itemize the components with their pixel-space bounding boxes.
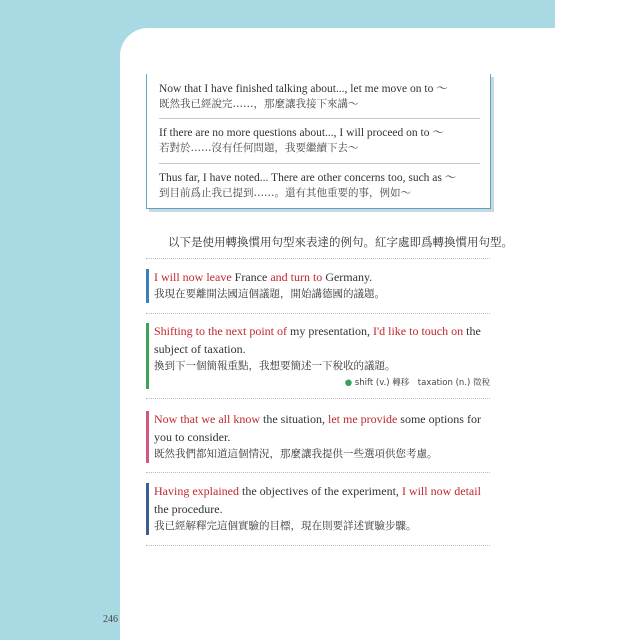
example-sentence <box>146 322 490 388</box>
sentence-text: the situation, <box>259 412 328 426</box>
example-en <box>154 482 490 518</box>
example-zh: 我已經解釋完這個實驗的目標，現在則要詳述實驗步驟。 <box>154 520 417 532</box>
example-en <box>154 410 490 446</box>
accent-bar <box>146 323 149 389</box>
phrase-zh: 若對於……沒有任何問題，我要繼續下去～ <box>159 142 359 154</box>
sentence-text: the objectives of the experiment, <box>238 484 402 498</box>
sentence-text: the procedure. <box>154 502 223 516</box>
phrase-row <box>159 82 478 112</box>
key-phrase: Now that we all know <box>154 412 260 426</box>
example-sentence <box>146 410 490 462</box>
phrase-box <box>146 74 491 209</box>
example-sentence <box>146 482 490 534</box>
sentence-text: the subject of taxation. <box>154 324 481 356</box>
intro-text: 以下是使用轉換慣用句型來表達的例句。紅字處即爲轉換慣用句型。 <box>168 235 513 249</box>
phrase-divider <box>159 163 480 164</box>
example-zh: 我現在要離開法國這個議題，開始講德國的議題。 <box>154 288 385 300</box>
dotted-divider <box>146 398 490 399</box>
bullet-icon: ● <box>344 378 353 388</box>
sentence-text: some options for you to consider. <box>154 412 481 444</box>
phrase-row <box>159 126 478 156</box>
phrase-row <box>159 171 478 201</box>
phrase-zh: 到目前爲止我已提到……。還有其他重要的事，例如～ <box>159 187 411 199</box>
sentence-text: Germany. <box>322 270 373 284</box>
phrase-en: Thus far, I have noted... There are other concerns too, such as ～ <box>159 172 457 184</box>
phrase-en: Now that I have finished talking about..., let me move on to ～ <box>159 83 448 95</box>
example-en <box>154 322 490 358</box>
dotted-divider <box>146 258 490 259</box>
page-number: 246 <box>103 614 118 625</box>
key-phrase: I will now detail <box>401 484 481 498</box>
key-phrase: and turn to <box>270 270 323 284</box>
dotted-divider <box>146 472 490 473</box>
example-sentence <box>146 268 490 302</box>
accent-bar <box>146 483 149 535</box>
phrase-en: If there are no more questions about..., I will proceed on to ～ <box>159 127 444 139</box>
example-en <box>154 268 490 286</box>
example-zh: 換到下一個簡報重點，我想要簡述一下稅收的議題。 <box>154 360 396 372</box>
key-phrase: let me provide <box>327 412 398 426</box>
dotted-divider <box>146 313 490 314</box>
accent-bar <box>146 411 149 463</box>
key-phrase: Having explained <box>154 484 239 498</box>
vocab-note <box>345 376 490 388</box>
accent-bar <box>146 269 149 303</box>
sentence-text: my presentation, <box>287 324 373 338</box>
phrase-zh: 既然我已經說完……，那麼讓我接下來講～ <box>159 98 359 110</box>
key-phrase: I'd like to touch on <box>372 324 464 338</box>
dotted-divider <box>146 545 490 546</box>
vocab-note-text: shift (v.) 轉移 taxation (n.) 徵稅 <box>354 378 490 388</box>
sentence-text: France <box>231 270 271 284</box>
example-zh: 既然我們都知道這個情況，那麼讓我提供一些選項供您考慮。 <box>154 448 438 460</box>
key-phrase: Shifting to the next point of <box>154 324 287 338</box>
key-phrase: I will now leave <box>154 270 232 284</box>
phrase-divider <box>159 118 480 119</box>
